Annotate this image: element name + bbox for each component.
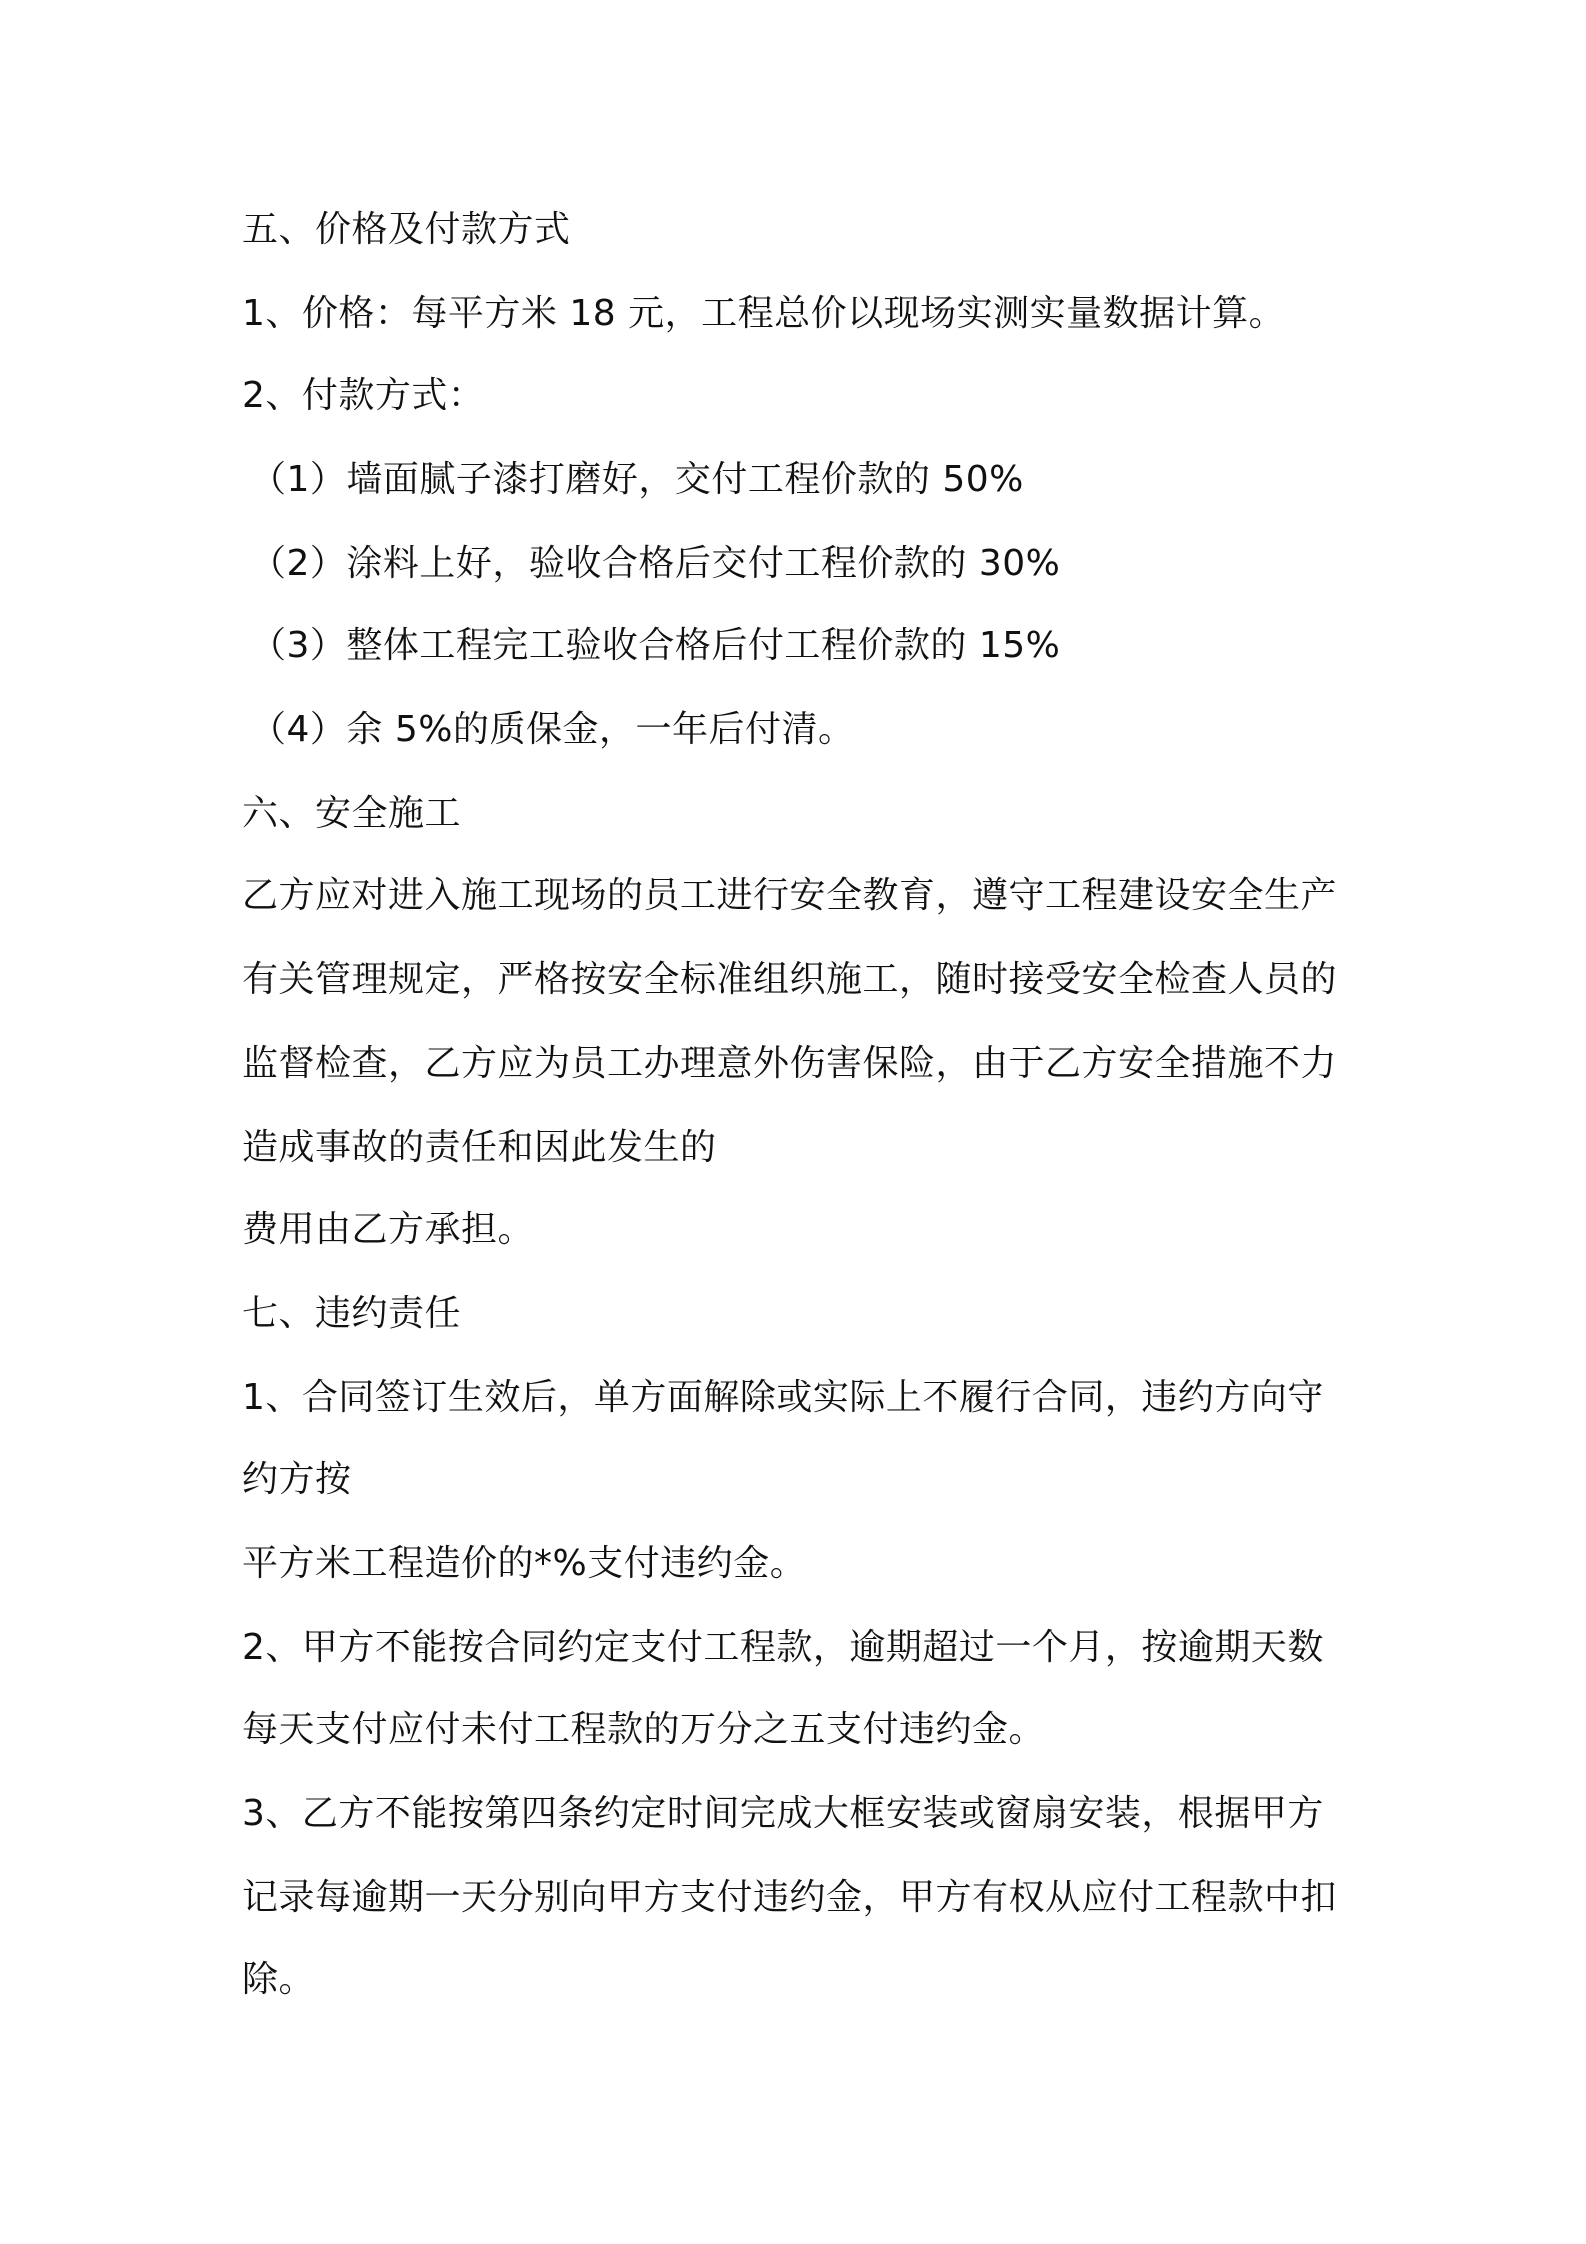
- liability-clause-1-line-1: 1、合同签订生效后，单方面解除或实际上不履行合同，违约方向守: [242, 1377, 1324, 1418]
- safety-paragraph-line-1: 乙方应对进入施工现场的员工进行安全教育，遵守工程建设安全生产: [242, 875, 1338, 916]
- liability-clause-1-line-3: 平方米工程造价的*%支付违约金。: [242, 1543, 807, 1584]
- clause-payment-method: 2、付款方式：: [242, 375, 485, 416]
- liability-clause-2-line-1: 2、甲方不能按合同约定支付工程款，逾期超过一个月，按逾期天数: [242, 1627, 1324, 1668]
- liability-clause-3-line-3: 除。: [242, 1959, 316, 2000]
- section-heading-safety: 六、安全施工: [242, 793, 462, 834]
- liability-clause-2-line-2: 每天支付应付未付工程款的万分之五支付违约金。: [242, 1709, 1046, 1750]
- liability-clause-1-line-2: 约方按: [242, 1459, 352, 1500]
- safety-paragraph-line-2: 有关管理规定，严格按安全标准组织施工，随时接受安全检查人员的: [242, 959, 1338, 1000]
- payment-item-4: （4）余 5%的质保金，一年后付清。: [250, 709, 855, 750]
- section-heading-price-payment: 五、价格及付款方式: [242, 209, 571, 250]
- safety-paragraph-line-3: 监督检查，乙方应为员工办理意外伤害保险，由于乙方安全措施不力: [242, 1043, 1338, 1084]
- payment-item-3: （3）整体工程完工验收合格后付工程价款的 15%: [250, 625, 1061, 666]
- liability-clause-3-line-1: 3、乙方不能按第四条约定时间完成大框安装或窗扇安装，根据甲方: [242, 1793, 1324, 1834]
- safety-paragraph-line-4: 造成事故的责任和因此发生的: [242, 1127, 717, 1168]
- section-heading-liability: 七、违约责任: [242, 1293, 462, 1334]
- payment-item-2: （2）涂料上好，验收合格后交付工程价款的 30%: [250, 543, 1061, 584]
- payment-item-1: （1）墙面腻子漆打磨好，交付工程价款的 50%: [250, 459, 1024, 500]
- clause-price: 1、价格：每平方米 18 元，工程总价以现场实测实量数据计算。: [242, 293, 1286, 334]
- liability-clause-3-line-2: 记录每逾期一天分别向甲方支付违约金，甲方有权从应付工程款中扣: [242, 1877, 1338, 1918]
- safety-paragraph-line-5: 费用由乙方承担。: [242, 1209, 535, 1250]
